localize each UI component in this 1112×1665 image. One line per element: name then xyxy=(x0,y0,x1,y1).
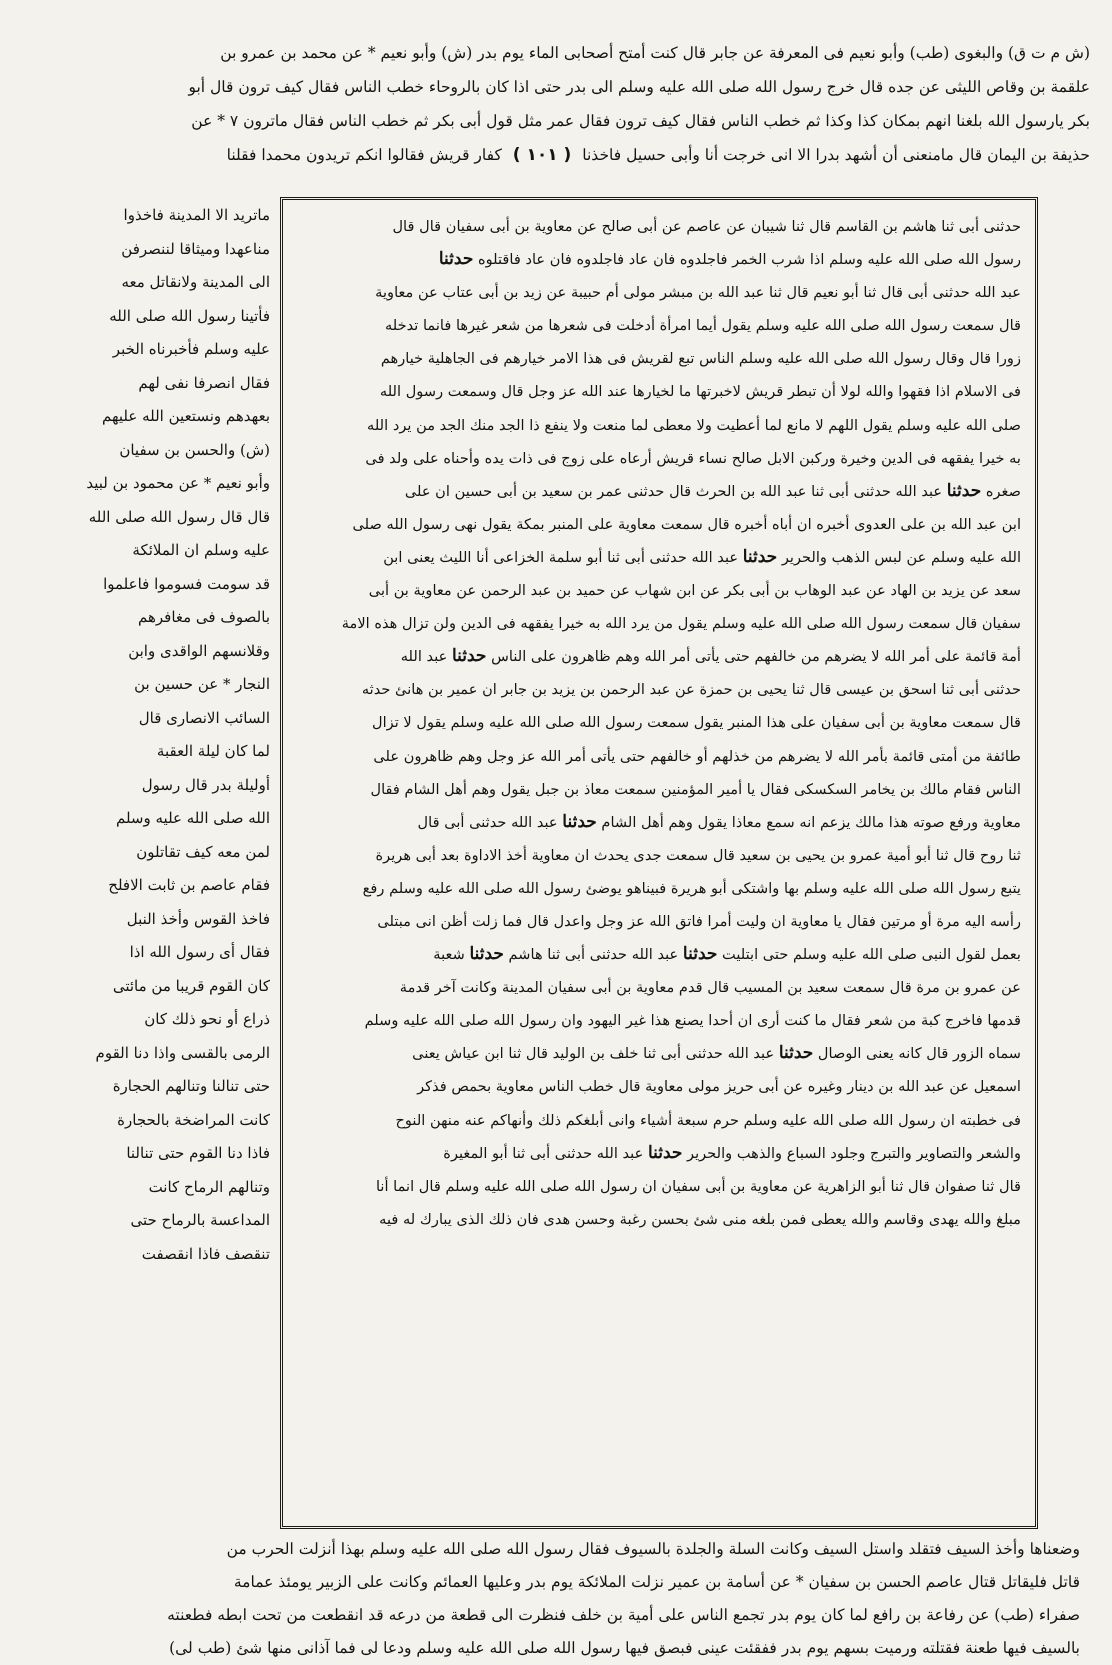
side-margin-line: فقال أى رسول الله اذا xyxy=(129,943,270,961)
side-margin-line: ماتريد الا المدينة فاخذوا xyxy=(123,206,270,224)
side-margin-line: مناعهدا وميثاقا لننصرفن xyxy=(121,239,270,258)
main-text-line: سعد عن يزيد بن الهاد عن عبد الوهاب بن أبى بكر عن ابن شهاب عن حميد بن عبد الرحمن عن معاوية بن أبى xyxy=(368,582,1021,600)
side-margin-line: المداعسة بالرماح حتى xyxy=(130,1211,270,1229)
main-text-line: حدثنى أبى ثنا اسحق بن عيسى قال ثنا يحيى بن حمزة عن عبد الرحمن بن يزيد بن جابر ان عمير بن هانئ حدثه xyxy=(361,681,1021,699)
side-margin-line: الله صلى الله عليه وسلم xyxy=(115,809,270,827)
haddathana-heading: حدثنا xyxy=(469,944,504,965)
side-margin-line: الى المدينة ولانقاتل معه xyxy=(121,273,270,291)
top-margin-last-line xyxy=(42,138,1090,172)
haddathana-heading: حدثنا xyxy=(647,1142,683,1163)
haddathana-heading: حدثنا xyxy=(946,480,982,501)
main-text-line: الله عليه وسلم عن لبس الذهب والحرير حدثنا عبد الله حدثنى أبى ثنا أبو سلمة الخزاعى أنا الليث يعنى ابن xyxy=(383,546,1021,567)
side-margin-line: لما كان ليلة العقبة xyxy=(156,742,270,760)
haddathana-heading: حدثنا xyxy=(778,1043,814,1064)
main-text-line: حدثنى أبى ثنا هاشم بن القاسم قال ثنا شيبان عن عاصم عن أبى صالح عن معاوية بن أبى سفيان قال قال xyxy=(392,218,1021,235)
top-margin-line: بكر يارسول الله بلغنا انهم بمكان كذا وكذا ثم خطب الناس فقال كيف ترون فقال عمر مثل قول أبى بكر ثم خطب الناس فقال ماترون ٧ * عن xyxy=(191,112,1090,130)
page-number: ( ١٠١ ) xyxy=(512,145,572,165)
bottom-margin-commentary xyxy=(80,1533,1080,1665)
side-margin-line: فقام عاصم بن ثابت الافلح xyxy=(108,876,270,894)
top-margin-commentary xyxy=(42,36,1090,172)
main-text-line: ثنا روح قال ثنا أبو أمية عمرو بن يحيى بن سعيد قال سمعت جدى يحدث ان معاوية أخذ الاداوة بعد أبى هريرة xyxy=(375,846,1021,864)
main-text-line: أمة قائمة على أمر الله لا يضرهم من خالفهم حتى يأتى أمر الله وهم ظاهرون على الناس حدثنا عبد الله xyxy=(400,646,1021,667)
side-margin-line: كانت المراضخة بالحجارة xyxy=(117,1110,270,1129)
side-margin-line: فقال انصرفا نفى لهم xyxy=(138,373,270,392)
side-margin-line: فاخذ القوس وأخذ النبل xyxy=(126,909,270,928)
side-margin-line: عليه وسلم فأخبرناه الخبر xyxy=(112,340,270,358)
main-text-line: رأسه اليه مرة أو مرتين فقال يا معاوية ان وليت أمرا فاتق الله عز وجل واعدل قال فما زلت أظن انى مبتلى xyxy=(377,912,1021,930)
bottom-margin-line: وضعناها وأخذ السيف فتقلد واستل السيف وكانت السلة والجلدة بالسيوف فقال رسول الله صلى الله عليه وسلم بهذا أنزلت الحرب من xyxy=(226,1540,1080,1558)
main-text-line: فى الاسلام اذا فقهوا والله لولا أن تبطر قريش لاخبرتها ما لخيارها عند الله عز وجل قال وسمعت رسول الله xyxy=(379,383,1021,401)
main-text-line: صلى الله عليه وسلم يقول اللهم لا مانع لما أعطيت ولا معطى لما منعت ولا ينفع ذا الجد منك الجد من يرد الله xyxy=(367,416,1021,434)
side-margin-line: وقلانسهم الواقدى وابن xyxy=(128,641,270,660)
side-margin-line: (ش) والحسن بن سفيان xyxy=(119,440,270,459)
side-margin-line: النجار * عن حسين بن xyxy=(134,675,270,693)
side-margin-line: لمن معه كيف تقاتلون xyxy=(136,842,270,861)
top-margin-line: علقمة بن وقاص الليثى عن جده قال خرج رسول الله صلى الله عليه وسلم الى بدر حتى اذا كان بالروحاء خطب الناس فقال كيف ترون قال أبو xyxy=(188,78,1090,96)
side-margin-line: بالصوف فى مغافرهم xyxy=(137,608,270,626)
side-margin-line: فاذا دنا القوم حتى تنالنا xyxy=(126,1144,270,1162)
main-text-line: صغره حدثنا عبد الله حدثنى أبى ثنا عبد الله بن الحرث قال حدثنى عمر بن سعيد بن أبى حسين ان على xyxy=(404,480,1021,501)
main-text-line: مبلغ والله يهدى وقاسم والله يعطى فمن بلغه منى شئ بحسن رغبة وحسن هدى فان ذلك الذى يبارك له فيه xyxy=(379,1210,1021,1228)
main-text-line: قال ثنا صفوان قال ثنا أبو الزاهرية عن معاوية بن أبى سفيان ان رسول الله صلى الله عليه وسلم قال انما أنا xyxy=(375,1177,1021,1195)
bottom-margin-line: بالسيف فيها طعنة فقتلته ورميت بسهم يوم بدر ففقئت عينى فبصق فيها رسول الله صلى الله عليه وسلم ودعا لى فما آذانى منها شئ (طب لى) xyxy=(169,1639,1080,1657)
side-margin-line: قد سومت فسوموا فاعلموا xyxy=(103,574,270,593)
bottom-margin-line: صفراء (طب) عن رفاعة بن رافع لما كان يوم بدر تجمع الناس على أمية بن خلف فنظرت الى قطعة من درعه قد انقطعت من تحت ابطه فطعنته xyxy=(167,1606,1080,1624)
main-text-line: قال سمعت رسول الله صلى الله عليه وسلم يقول أيما امرأة أدخلت فى شعرها من شعر غيرها فانما تدخله xyxy=(384,317,1021,335)
haddathana-heading: حدثنا xyxy=(451,646,487,667)
side-margin-line: السائب الانصارى قال xyxy=(138,708,270,727)
top-margin-line-right: حذيفة بن اليمان قال مامنعنى أن أشهد بدرا الا انى خرجت أنا وأبى حسيل فاخذنا xyxy=(582,146,1090,164)
top-margin-line-left: كفار قريش فقالوا انكم تريدون محمدا فقلنا xyxy=(226,146,502,164)
haddathana-heading: حدثنا xyxy=(682,944,718,965)
bottom-margin-line: قاتل فليقاتل قتال عاصم الحسن بن سفيان * عن أسامة بن عمير نزلت الملائكة يوم بدر وعليها العمائم وكانت على الزبير يومئذ عمامة xyxy=(233,1573,1080,1591)
side-margin-line: وتنالهم الرماح كانت xyxy=(148,1177,270,1196)
main-text-line: سماه الزور قال كانه يعنى الوصال حدثنا عبد الله حدثنى أبى ثنا خلف بن الوليد قال ثنا ابن عياش يعنى xyxy=(412,1043,1021,1064)
side-margin-line: كان القوم قريبا من مائتى xyxy=(112,976,270,995)
main-text-line: سفيان قال سمعت رسول الله صلى الله عليه وسلم يقول من يرد الله به خيرا يفقهه فى الدين ولن تزال هذه الامة xyxy=(341,615,1021,633)
main-text-line: رسول الله صلى الله عليه وسلم اذا شرب الخمر فاجلدوه فان عاد فاجلدوه فان عاد فاقتلوه حدثنا xyxy=(438,249,1021,270)
top-margin-line: (ش م ت ق) والبغوى (طب) وأبو نعيم فى المعرفة عن جابر قال كنت أمتح أصحابى الماء يوم بدر (ش) وأبو نعيم * عن محمد بن عمرو بن xyxy=(220,44,1090,62)
side-margin-line: تنقصف فاذا انقصفت xyxy=(141,1244,270,1263)
main-text-line: عن عمرو بن مرة قال سمعت سعيد بن المسيب قال قدم معاوية بن أبى سفيان المدينة وكانت آخر قدمة xyxy=(399,979,1021,997)
main-text-line: قدمها فاخرج كبة من شعر فقال ما كنت أرى ان أحدا يصنع هذا غير اليهود وان رسول الله صلى الله عليه وسلم xyxy=(364,1012,1021,1030)
side-margin-line: وأبو نعيم * عن محمود بن لبيد xyxy=(86,474,270,492)
main-text-line: الناس فقام مالك بن يخامر السكسكى فقال يا أمير المؤمنين سمعت معاذ بن جبل يقول وهم أهل الشام فقال xyxy=(370,780,1021,798)
main-text-line: والشعر والتصاوير والتبرج وجلود السباع والذهب والحرير حدثنا عبد الله حدثنى أبى ثنا أبو المغيرة xyxy=(443,1142,1021,1163)
side-margin-commentary xyxy=(42,199,270,1271)
haddathana-heading: حدثنا xyxy=(438,249,474,270)
main-text-line: فى خطبته ان رسول الله صلى الله عليه وسلم حرم سبعة أشياء وانى أبلغكم ذلك وأنهاكم عنه منهن النوح xyxy=(395,1111,1021,1129)
main-text-line: معاوية ورفع صوته هذا مالك يزعم انه سمع معاذا يقول وهم أهل الشام حدثنا عبد الله حدثنى أبى قال xyxy=(417,811,1021,832)
side-margin-line: حتى تنالنا وتنالهم الحجارة xyxy=(112,1077,270,1095)
main-text-line: عبد الله حدثنى أبى قال ثنا أبو نعيم قال ثنا عبد الله بن مبشر مولى أم حبيبة عن زيد بن أبى عتاب عن معاوية xyxy=(375,284,1021,302)
side-margin-line: أوليلة بدر قال رسول xyxy=(141,775,270,794)
main-text-line: طائفة من أمتى قائمة بأمر الله لا يضرهم من خذلهم أو خالفهم حتى يأتى أمر الله عز وجل وهم ظاهرون على xyxy=(373,747,1021,765)
main-text-line: بعمل لقول النبى صلى الله عليه وسلم حتى ابتليت حدثنا عبد الله حدثنى أبى ثنا هاشم حدثنا شعبة xyxy=(433,944,1021,965)
main-text-line: قال سمعت معاوية بن أبى سفيان على هذا المنبر يقول سمعت رسول الله صلى الله عليه وسلم يقول لا تزال xyxy=(372,714,1021,732)
main-text-line: اسمعيل عن عبد الله بن دينار وغيره عن أبى حريز مولى معاوية قال خطب الناس معاوية بحمص فذكر xyxy=(417,1078,1021,1096)
side-margin-line: الرمى بالقسى واذا دنا القوم xyxy=(95,1043,270,1062)
side-margin-line: بعهدهم ونستعين الله عليهم xyxy=(102,407,270,425)
side-margin-line: قال قال رسول الله صلى الله xyxy=(88,507,270,526)
main-text-line: زورا قال وقال رسول الله صلى الله عليه وسلم الناس تبع لقريش فى هذا الامر خيارهم فى الجاهلية خيارهم xyxy=(380,350,1021,368)
main-text-line: به خيرا يفقهه فى الدين وخيرة وركبن الابل صالح نساء قريش أرعاه على زوج فى ذات يده وأحناه على ولد فى xyxy=(365,449,1021,467)
haddathana-heading: حدثنا xyxy=(742,546,778,567)
side-margin-line: ذراع أو نحو ذلك كان xyxy=(144,1010,270,1028)
main-text-frame xyxy=(280,197,1038,1529)
main-text-line: ابن عبد الله بن على العدوى أخبره ان أباه أخبره قال سمعت معاوية على المنبر بمكة يقول نهى رسول الله صلى xyxy=(352,515,1021,533)
haddathana-heading: حدثنا xyxy=(562,811,597,832)
main-text-line: يتبع رسول الله صلى الله عليه وسلم بها واشتكى أبو هريرة فبيناهو يوضئ رسول الله صلى الله عليه وسلم رفع xyxy=(362,879,1021,897)
side-margin-line: فأتينا رسول الله صلى الله xyxy=(109,306,270,325)
side-margin-line: عليه وسلم ان الملائكة xyxy=(132,541,270,559)
